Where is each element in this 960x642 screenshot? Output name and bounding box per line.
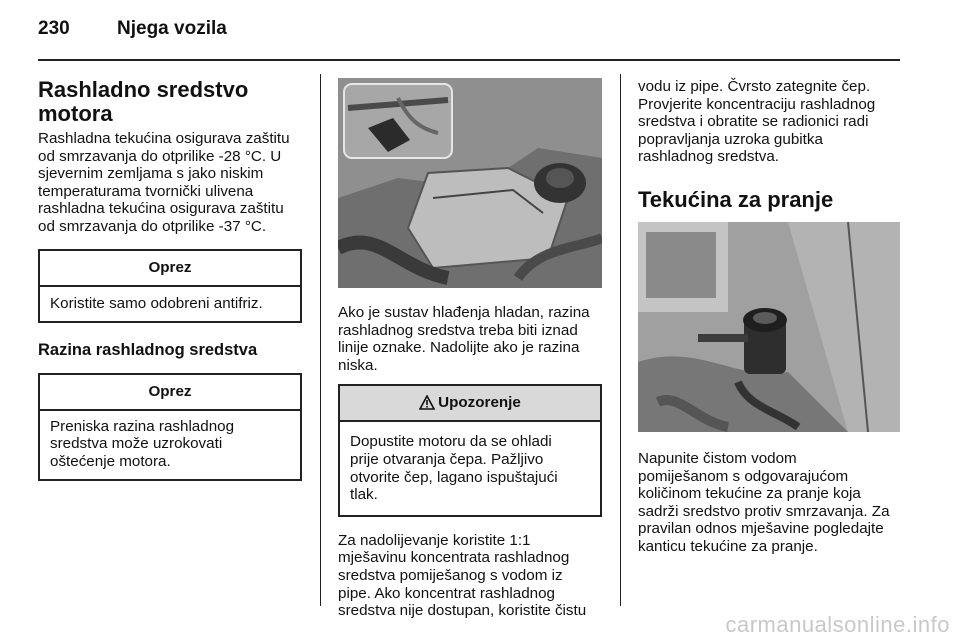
warning-box-title: Upozorenje [340,386,600,422]
column-divider-right [620,74,621,606]
left-column [38,78,304,481]
caution-box-text: Koristite samo odobreni antifriz. [50,294,263,312]
subheading-coolant-level: Razina rashladnog sredstva [38,340,258,359]
caution-box-text: Preniska razina rashladnog sredstva može uzrokovati oštećenje motora. [50,417,235,470]
caution-box-level [38,373,302,482]
coolant-reservoir-photo [338,78,602,288]
footer-watermark: carmanualsonline.info [725,612,950,637]
section-heading-washer: Tekućina za pranje [638,186,834,212]
page-title: Njega vozila [117,18,227,39]
right-column [638,78,902,212]
coolant-intro: Rashladna tekućina osigurava zaštitu od smrzavanja do otprilike -28 °C. U sjevernim zemljama s jako niskim temperaturama tvornički ulivena rashladna tekućina osigurava zaštitu od smrzavanja do otprilike -37 °C. [38,130,290,235]
warning-box [338,384,602,516]
coolant-continued-text: vodu iz pipe. Čvrsto zategnite čep. Provjerite koncentraciju rashladnog sredstva i obratite se radionici radi popravljanja uzroka gubitka rashladnog sredstva. [638,78,876,166]
caution-box-title: Oprez [40,251,300,287]
middle-column [338,304,604,620]
page-number: 230 [38,18,70,39]
warning-box-text: Dopustite motoru da se ohladi prije otvaranja čepa. Pažljivo otvorite čep, lagano ispuštajući tlak. [350,433,558,504]
column-divider-left [320,74,321,606]
warning-triangle-icon [419,389,435,423]
section-heading-coolant: Rashladno sredstvo motora [38,77,249,126]
washer-text: Napunite čistom vodom pomiješanom s odgovarajućom količinom tekućine za pranje koja sadrži sredstvo protiv smrzavanja. Za pravilan odnos mješavine pogledajte kanticu tekućine za pranje. [638,450,890,555]
refill-text: Za nadolijevanje koristite 1:1 mješavinu koncentrata rashladnog sredstva pomiješanog s vodom iz pipe. Ako koncentrat rashladnog sredstva nije dostupan, koristite čistu [338,531,587,620]
caution-box-antifreeze [38,249,302,323]
header-rule [38,59,900,61]
caution-box-title: Oprez [40,375,300,411]
coolant-level-text: Ako je sustav hlađenja hladan, razina rashladnog sredstva treba biti iznad linije oznake. Nadolijte ako je razina niska. [338,304,590,374]
washer-reservoir-photo [638,222,900,432]
